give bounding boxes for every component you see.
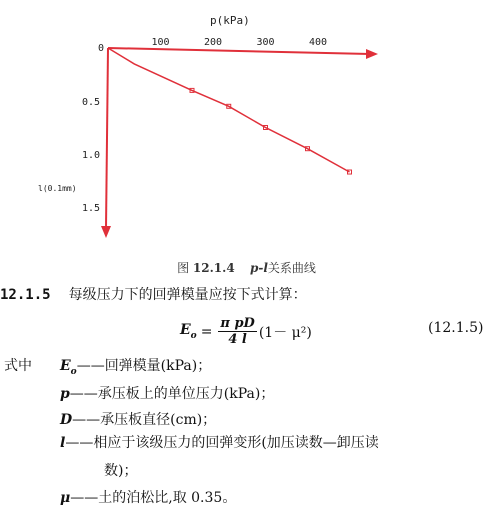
- y-axis-arrow-icon: [101, 226, 111, 238]
- section-text: 每级压力下的回弹模量应按下式计算：: [68, 287, 307, 303]
- definition-row: [0, 411, 216, 429]
- series-line: [108, 48, 350, 172]
- definition-text: ——承压板上的单位压力(kPa)；: [69, 386, 275, 402]
- y-tick-label: 1.0: [82, 150, 101, 161]
- definition-row: [0, 434, 379, 452]
- formula-rhs: (1－ μ²): [258, 324, 312, 341]
- definition-row: [0, 462, 137, 480]
- definition-symbol: p: [60, 386, 70, 402]
- formula: $E_o$ = $\frac{\text{π pD}}{4 l}$ (1－ μ²): [180, 316, 312, 347]
- formula-lhs: $E_o$: [180, 322, 197, 341]
- p-l-series: [108, 48, 352, 174]
- y-tick-label: 0.5: [82, 97, 101, 108]
- x-tick-label: 200: [204, 37, 223, 48]
- section-heading: [0, 286, 307, 304]
- formula-denominator: 4 l: [228, 332, 247, 347]
- section-number: 12.1.5: [0, 287, 51, 303]
- definition-symbol: μ: [60, 490, 71, 506]
- x-tick-label: 400: [309, 37, 328, 48]
- caption-text: 关系曲线: [267, 261, 316, 275]
- definition-symbol: l: [60, 435, 66, 451]
- p-l-chart: [0, 0, 493, 250]
- y-tick-label: 1.5: [82, 203, 101, 214]
- definition-row: [0, 385, 274, 403]
- definition-symbol: $E_o$: [60, 358, 77, 377]
- formula-numerator: π pD: [220, 316, 255, 331]
- where-label: 式中: [4, 358, 32, 374]
- definition-row: [0, 357, 211, 381]
- formula-fraction: [218, 316, 256, 347]
- chart-title: p(kPa): [210, 14, 250, 27]
- definition-text: ——相应于该级压力的回弹变形(加压读数—卸压读: [65, 435, 379, 451]
- x-axis-arrow-icon: [366, 49, 378, 59]
- figure-caption: [0, 259, 493, 276]
- caption-var: p-l: [249, 261, 268, 275]
- x-tick-label: 100: [151, 37, 170, 48]
- x-axis: [108, 48, 370, 54]
- y-axis: [106, 48, 108, 228]
- caption-number: 12.1.4: [192, 261, 235, 275]
- equation-number: (12.1.5): [428, 320, 484, 336]
- definition-row: [0, 489, 236, 507]
- definition-text: ——回弹模量(kPa)；: [76, 358, 212, 374]
- definition-symbol: D: [60, 412, 73, 428]
- definition-text: ——承压板直径(cm)；: [72, 412, 217, 428]
- x-tick-label: 300: [256, 37, 275, 48]
- caption-prefix: 图: [177, 261, 190, 275]
- y-axis-label: l(0.1mm): [38, 184, 77, 193]
- x-tick-label: 0: [98, 43, 105, 54]
- y-tick-labels: [82, 97, 100, 214]
- definition-text: 数)；: [104, 463, 138, 479]
- definition-text: ——土的泊松比,取 0.35。: [70, 490, 237, 506]
